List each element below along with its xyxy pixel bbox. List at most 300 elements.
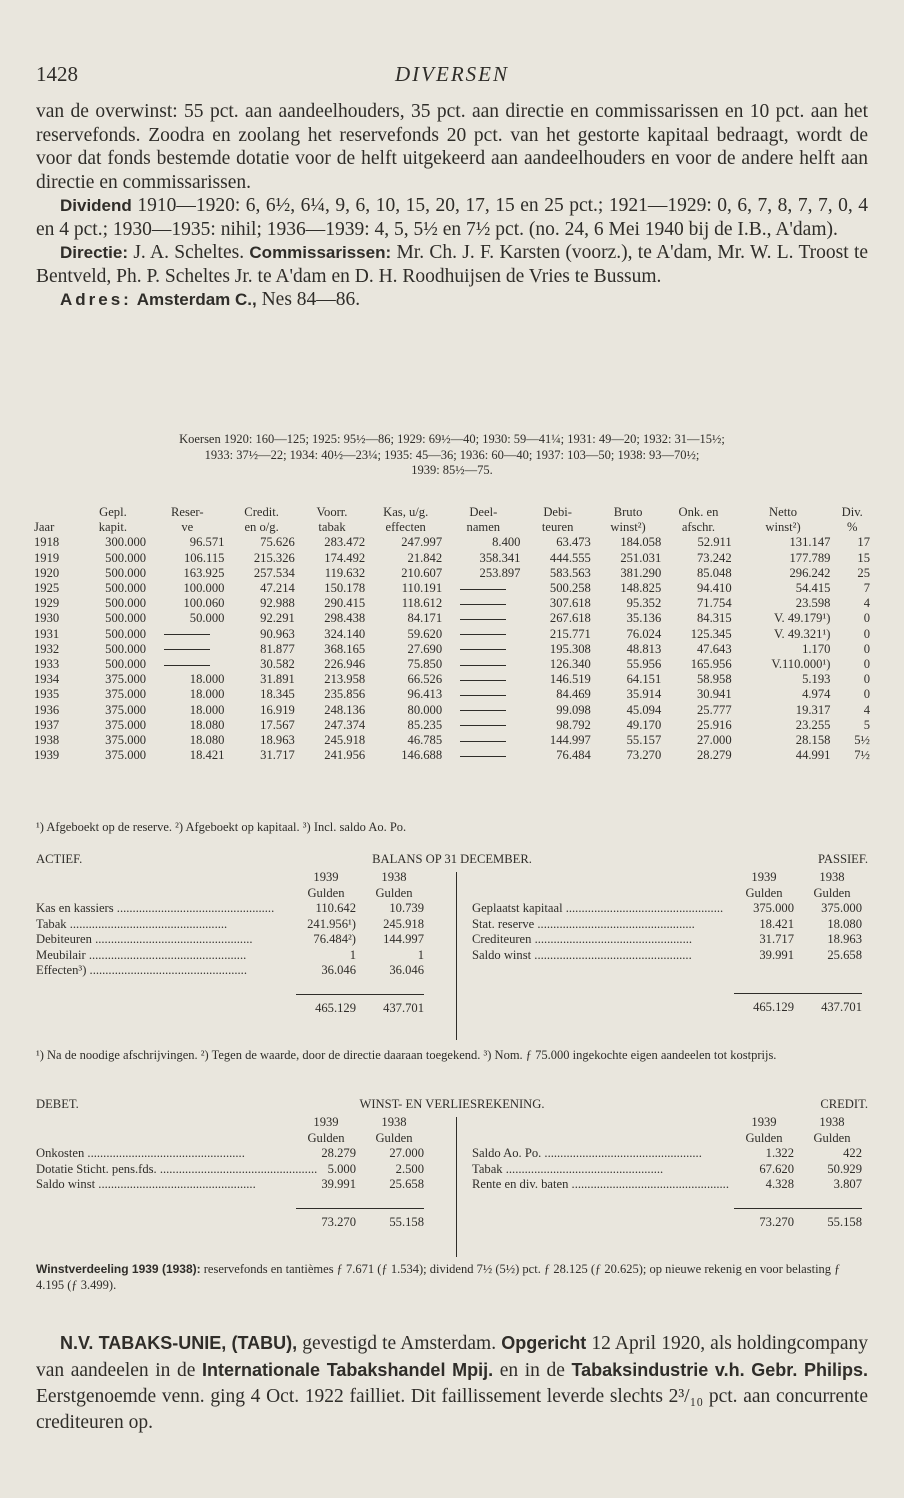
leader-dots: .................................................. [85,947,247,962]
dash-mark [164,649,210,650]
ledger-value: 18.963 [827,932,862,946]
column-header: tabak [318,520,346,535]
tabu-text-3: en in de [499,1360,565,1381]
ledger-value: 76.484²) [313,932,356,946]
leader-dots: .................................................. [502,1161,664,1176]
commissarissen-label: Commissarissen: [249,243,392,262]
ledger-total: 437.701 [356,994,424,1016]
ledger-col-header: Gulden [813,885,851,900]
directie-text: J. A. Scheltes. [133,242,245,263]
leader-dots: .................................................. [541,1146,702,1160]
table-cell: 5½ [854,733,870,748]
table-cell: 4 [863,596,870,611]
ledger-label-cell [472,901,734,917]
ledger-total: 465.129 [734,994,794,1016]
leader-dots: .................................................. [531,947,692,962]
table-cell: 25.916 [697,717,732,732]
ledger-label-cell [36,1146,296,1162]
table-cell: 324.140 [324,626,366,641]
ledger-row [472,1146,862,1162]
table-cell: V.110.000¹) [771,657,831,672]
ledger-label: Kas en kassiers [36,901,114,915]
table-cell: 500.258 [549,581,591,596]
ledger-value: 245.918 [383,916,424,931]
table-cell [444,581,522,596]
ledger-header-row [472,1131,862,1147]
table-cell: 1939 [34,748,60,763]
table-cell: 375.000 [105,687,147,702]
table-cell: 66.526 [407,672,443,687]
ledger-label-cell [36,1161,318,1178]
ledger-col-header: 1938 [381,870,407,884]
ledger-col-header: Gulden [375,885,413,900]
table-cell: 85.048 [697,565,732,580]
financial-table-head [32,505,872,535]
table-cell: 31.891 [260,672,295,687]
tabu-text-1: gevestigd te Amsterdam. [302,1333,497,1354]
profit-loss-header [36,1097,868,1115]
table-cell: 23.598 [795,596,831,611]
ledger-value: 110.642 [315,901,356,915]
table-cell: 368.165 [324,641,366,656]
table-cell: 18.421 [189,748,225,763]
leader-dots: .................................................. [66,916,228,931]
ledger-row [36,901,424,917]
leader-dots: .................................................. [531,932,693,946]
ledger-spacer-row [472,963,862,978]
table-cell: 1925 [34,581,60,596]
ledger-row [36,917,424,933]
ledger-header-row [36,1131,424,1147]
table-cell: 125.345 [690,626,732,641]
ledger-spacer [36,870,296,886]
ledger-label: Debiteuren [36,932,92,946]
table-row [32,657,872,672]
dash-mark [460,649,506,650]
table-cell: 583.563 [549,565,591,580]
table-cell: 84.315 [697,611,732,626]
ledger-value: 25.658 [827,947,862,962]
table-cell: 64.151 [626,672,662,687]
table-cell: 0 [863,626,870,641]
table-row [32,718,872,733]
balance-passief-table [472,870,862,1016]
table-cell: 75.850 [407,657,443,672]
leader-dots: .................................................. [534,916,695,931]
table-cell: 126.340 [549,657,591,672]
ledger-header-row [472,870,862,886]
table-cell: 226.946 [324,657,366,672]
dash-mark [460,589,506,590]
dividend-text: 1910—1920: 6, 6½, 6¼, 9, 6, 10, 15, 20, 17, 15 en 25 pct.; 1921—1929: 0, 6, 7, 8, 7, 7, 0, 4 en 4 pct.; 1930—1935: nihil; 1936—1939: 4, 5, 5½ en 7½ pct. (no. 24, 6 Mei 1940 bij de I.B., A'dam). [36,195,868,240]
table-cell: 146.519 [549,672,591,687]
ledger-total-row [472,1208,862,1230]
table-cell: 99.098 [556,702,591,717]
table-cell: 358.341 [479,550,521,565]
table-cell: 94.410 [697,581,732,596]
table-cell [444,718,522,733]
table-cell: 63.473 [556,535,591,550]
table-row [32,703,872,718]
table-cell: 84.469 [556,687,591,702]
tabu-entry [36,1330,868,1436]
table-cell: 73.270 [626,748,662,763]
ledger-header-row [36,870,424,886]
table-cell: 307.618 [549,596,591,611]
ledger-total: 55.158 [356,1208,424,1230]
table-cell [444,687,522,702]
ledger-col-header: 1938 [819,1115,845,1129]
table-cell: 296.242 [789,565,831,580]
table-cell: 47.643 [697,641,732,656]
column-header: Gepl. [99,505,127,519]
table-cell [444,748,522,763]
table-cell [444,657,522,672]
table-cell: 253.897 [479,565,521,580]
table-cell: 195.308 [549,641,591,656]
winstverdeeling [36,1262,868,1293]
table-cell: 131.147 [789,535,831,550]
ledger-total: 465.129 [296,994,356,1016]
table-cell: 500.000 [105,611,147,626]
table-row [32,596,872,611]
ledger-row [472,932,862,948]
winstverdeeling-text: reservefonds en tantièmes ƒ 7.671 (ƒ 1.534); dividend 7½ (5½) pct. ƒ 28.125 (ƒ 20.625); op nieuwe rekenig en voor belasting ƒ 4.195 (ƒ 3.499). [36,1262,841,1292]
ledger-header-row [472,886,862,902]
ledger-col-header: Gulden [745,1130,783,1145]
table-cell: 0 [863,611,870,626]
ledger-label: Rente en div. baten [472,1177,569,1191]
koersen-line: 1939: 85½—75. [411,463,493,477]
table-cell: 95.352 [626,596,662,611]
ledger-total: 73.270 [734,1208,794,1230]
ledger-col-header: 1939 [751,870,777,884]
table-cell: 18.963 [260,733,295,748]
ledger-value: 39.991 [321,1177,356,1191]
table-cell: 55.956 [626,657,662,672]
ledger-col-header: Gulden [307,885,345,900]
column-header: Kas, u/g. [383,505,429,519]
table-cell: 98.792 [556,717,591,732]
intro-text [36,100,868,312]
balance-right-title: PASSIEF. [818,852,868,866]
intro-paragraph: van de overwinst: 55 pct. aan aandeelhouders, 35 pct. aan directie en commissarissen en 10 pct. aan het reservefonds. Zoodra en zoolang het reservefonds 20 pct. van het gestorte kapitaal bedraagt, wordt de voor dat fonds bestemde dotatie voor de helft uitgekeerd aan aandeelhouders en voor de andere helft aan directie en commissarissen. [36,101,868,193]
table-cell: 25 [857,565,870,580]
ledger-value: 25.658 [389,1177,424,1191]
table-cell: 106.115 [183,550,225,565]
profit-loss-divider [456,1117,457,1257]
ledger-label-cell [36,932,296,948]
column-header: Jaar [34,520,55,535]
table-cell: 49.170 [626,717,662,732]
ledger-value: 18.421 [759,916,794,931]
table-cell: 7½ [854,748,870,763]
table-cell: 18.000 [189,672,225,687]
ledger-label-cell [36,901,296,917]
dash-mark [460,741,506,742]
table-row [32,627,872,642]
dash-mark [460,695,506,696]
dash-mark [460,634,506,635]
table-cell: 165.956 [690,657,732,672]
ledger-spacer [472,1131,734,1147]
table-row [32,581,872,596]
table-cell [444,596,522,611]
table-cell: 146.688 [401,748,443,763]
table-cell: 245.918 [324,733,366,748]
ledger-value: 241.956¹) [307,916,356,931]
table-cell: 90.963 [260,626,295,641]
profit-loss-credit-table [472,1115,862,1230]
ledger-label: Stat. reserve [472,916,535,931]
ledger-label: Saldo winst [472,947,532,962]
ledger-spacer-row [472,978,862,994]
balance-actief [36,870,456,1016]
ledger-value: 2.500 [395,1161,424,1176]
table-cell: 110.191 [401,581,443,596]
column-header: Deel- [469,505,498,519]
ledger-label-cell [472,932,734,948]
financial-table-body [32,535,872,763]
ledger-col-header: 1939 [751,1115,777,1129]
table-row [32,551,872,566]
profit-loss-credit [472,1115,868,1230]
column-header: namen [466,520,501,535]
ledger-row [36,963,424,979]
profit-loss-right-title: CREDIT. [820,1097,868,1111]
table-cell: 118.612 [401,596,443,611]
ledger-row [472,901,862,917]
ledger-spacer [472,1115,734,1131]
ledger-value: 4.328 [765,1177,794,1191]
balance-header [36,852,868,870]
table-cell: 1934 [34,672,60,687]
leader-dots: .................................................. [91,932,253,946]
table-cell: 18.000 [189,687,225,702]
ledger-row [36,1162,424,1178]
table-row [32,687,872,702]
table-cell: 1919 [34,550,60,565]
table-cell: 28.158 [795,733,831,748]
table-cell: 0 [863,687,870,702]
tabu-company-1: Internationale Tabakshandel Mpij. [202,1360,494,1380]
table-cell: 4.974 [802,687,831,702]
table-cell: 48.813 [626,641,662,656]
table-cell: 500.000 [105,641,147,656]
ledger-label: Tabak [36,916,67,931]
ledger-label-cell [472,1162,734,1178]
ledger-value: 144.997 [383,932,424,946]
table-cell: 96.571 [189,535,225,550]
ledger-value: 3.807 [833,1177,862,1191]
dividend-label: Dividend [60,196,132,215]
ledger-col-header: 1938 [819,870,845,884]
table-cell: 184.058 [620,535,662,550]
koersen-block [36,432,868,479]
ledger-label-cell [472,917,734,933]
table-cell: 1933 [34,657,60,672]
column-header: kapit. [98,520,128,535]
ledger-col-header: Gulden [375,1130,413,1145]
ledger-label: Saldo winst [36,1177,96,1191]
dash-mark [164,665,210,666]
leader-dots: .................................................. [84,1146,245,1160]
page-number: 1428 [36,62,78,86]
table-cell: 283.472 [324,535,366,550]
table-cell: 50.000 [189,611,225,626]
ledger-label: Crediteuren [472,932,532,946]
ledger-row [36,932,424,948]
tabu-name: N.V. TABAKS-UNIE, (TABU), [60,1333,298,1353]
table-cell: 8.400 [492,535,521,550]
koersen-line: Koersen 1920: 160—125; 1925: 95½—86; 1929: 69½—40; 1930: 59—41¼; 1931: 49—20; 1932: 31—15½; [179,432,725,446]
ledger-value: 375.000 [753,901,794,915]
table-row [32,535,872,550]
profit-loss [36,1097,868,1265]
ledger-label: Geplaatst kapitaal [472,901,563,915]
dash-mark [460,604,506,605]
table-cell: 1931 [34,626,60,641]
table-row [32,642,872,657]
table-row [32,672,872,687]
ledger-row [36,948,424,964]
ledger-value: 39.991 [759,947,794,962]
dash-mark [460,756,506,757]
dash-mark [460,680,506,681]
table-cell: V. 49.321¹) [774,626,831,641]
table-cell: 30.941 [697,687,732,702]
table-cell: 300.000 [105,535,147,550]
ledger-spacer-row [36,1193,424,1209]
table-cell: 19.317 [795,702,831,717]
table-cell: 16.919 [260,702,295,717]
table-cell: 0 [863,672,870,687]
table-cell: 28.279 [697,748,732,763]
ledger-value: 1 [417,947,424,962]
winstverdeeling-label: Winstverdeeling 1939 (1938): [36,1262,201,1276]
ledger-spacer [36,1115,296,1131]
table-header-row [32,520,872,535]
table-cell [444,627,522,642]
table-cell: 1938 [34,733,60,748]
ledger-value: 67.620 [759,1161,794,1176]
ledger-header-row [472,1115,862,1131]
table-cell: 100.000 [183,581,225,596]
ledger-row [472,917,862,933]
profit-loss-debet-table [36,1115,424,1230]
ledger-label: Effecten³) [36,963,87,977]
dash-mark [460,725,506,726]
column-header [32,505,78,520]
table-cell: 500.000 [105,657,147,672]
table-cell [444,611,522,626]
table-cell: 251.031 [620,550,662,565]
table-header-row [32,505,872,520]
table-row [32,748,872,763]
table-cell: 235.856 [324,687,366,702]
dividend-paragraph [36,194,868,241]
profit-loss-debet [36,1115,456,1230]
ledger-label: Dotatie Sticht. pens.fds. [36,1161,157,1176]
table-cell: 25.777 [697,702,732,717]
table-cell [148,627,226,642]
ledger-header-row [36,1115,424,1131]
table-cell: 27.690 [407,641,443,656]
table-cell: 210.607 [401,565,443,580]
tabu-company-2: Tabaksindustrie v.h. Gebr. Philips. [571,1360,869,1380]
ledger-value: 28.279 [321,1146,356,1160]
table-cell: 375.000 [105,702,147,717]
ledger-value: 375.000 [821,901,862,915]
leader-dots: .................................................. [113,901,275,915]
ledger-label: Saldo Ao. Po. [472,1146,542,1160]
profit-loss-left-title: DEBET. [36,1097,79,1111]
balance-actief-table [36,870,424,1016]
table-cell [444,733,522,748]
table-cell [444,642,522,657]
financial-table [32,505,872,763]
tabu-text-4: Eerstgenoemde venn. ging 4 Oct. 1922 failliet. Dit faillissement leverde slechts 2³/₁₀ pct. aan concurrente crediteuren op. [36,1386,868,1433]
adres-label: Adres: [60,290,132,309]
table-cell: 58.958 [697,672,732,687]
table-cell: 21.842 [407,550,443,565]
column-header: Reser- [170,505,204,519]
table-row [32,733,872,748]
ledger-label-cell [36,917,296,933]
ledger-value: 36.046 [321,963,356,977]
table-cell: 45.094 [626,702,662,717]
ledger-label-cell [36,948,296,964]
table-cell: 17.567 [260,717,295,732]
table-cell: 23.255 [795,717,831,732]
table-cell: 0 [863,641,870,656]
balance-footnote: ¹) Na de noodige afschrijvingen. ²) Tegen de waarde, door de directie daaraan toegekend. ³) Nom. ƒ 75.000 ingekochte eigen aandeelen tot kostprijs. [36,1048,777,1062]
table-cell: 17 [857,535,870,550]
ledger-label: Meubilair [36,947,86,962]
column-header: en o/g. [244,520,279,535]
ledger-spacer [36,1131,296,1147]
table-cell: 15 [857,550,870,565]
table-cell: 119.632 [324,565,366,580]
leader-dots: .................................................. [86,963,247,977]
table-cell: 59.620 [407,626,443,641]
table-cell: 18.080 [189,733,225,748]
ledger-spacer-row [472,1193,862,1209]
table-cell: 500.000 [105,626,147,641]
page-header [36,62,868,88]
ledger-total-row [472,994,862,1016]
column-header: Debi- [543,505,572,519]
ledger-label-cell [472,1146,734,1162]
column-header: Bruto [613,505,643,519]
balance-title: BALANS OP 31 DECEMBER. [372,852,532,866]
ledger-col-header: 1938 [381,1115,407,1129]
adres-paragraph [36,288,868,312]
ledger-total-row [36,1208,424,1230]
table-cell: 1929 [34,596,60,611]
ledger-value: 1.322 [765,1146,794,1160]
ledger-value: 31.717 [759,932,794,946]
table-cell: 1935 [34,687,60,702]
table-row [32,566,872,581]
table-cell: 96.413 [407,687,443,702]
ledger-col-header: Gulden [745,885,783,900]
table-cell: 80.000 [407,702,443,717]
table-cell: 267.618 [549,611,591,626]
table-cell: 55.157 [626,733,662,748]
table-cell: 81.877 [260,641,295,656]
ledger-value: 10.739 [389,901,424,915]
